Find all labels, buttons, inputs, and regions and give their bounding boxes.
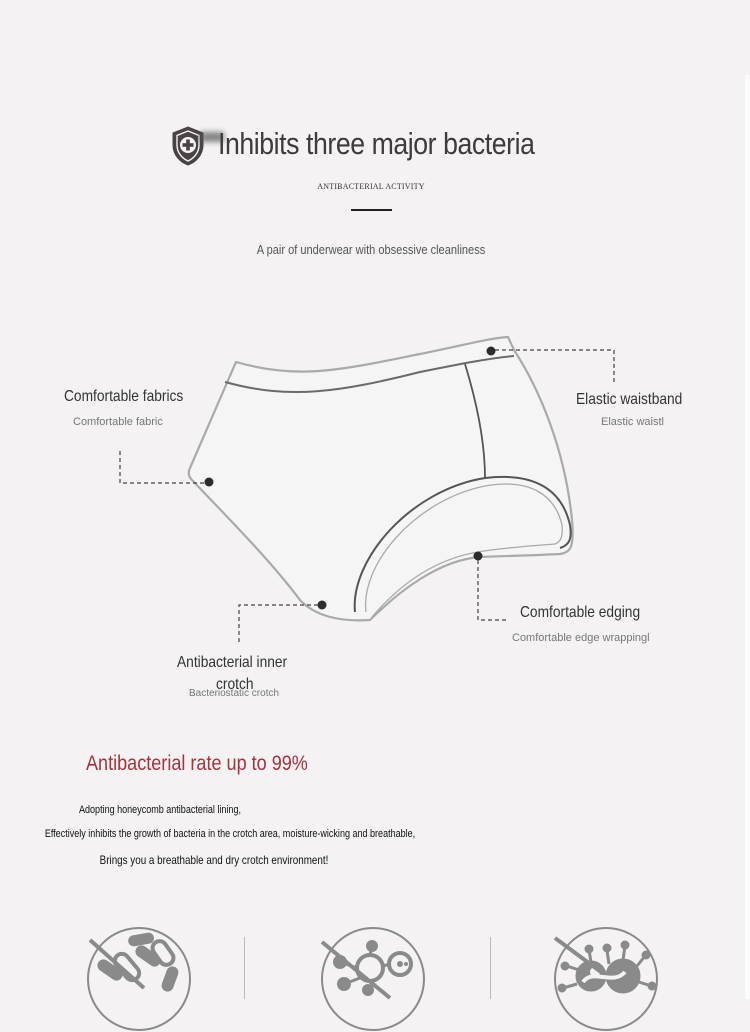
waistband-point <box>487 347 496 356</box>
callout-fabrics-title: Comfortable fabrics <box>64 388 184 405</box>
feature-line-1: Adopting honeycomb antibacterial lining, <box>79 804 241 816</box>
crotch-point <box>318 601 327 610</box>
feature-line-2: Effectively inhibits the growth of bacteria in the crotch area, moisture-wicking and breathable, <box>44 828 416 840</box>
callout-crotch-title-line2: crotch <box>216 676 254 693</box>
no-bacilli-icon <box>86 926 192 1032</box>
icon-separator <box>490 937 491 999</box>
no-virus-icon <box>553 926 659 1032</box>
tagline: A pair of underwear with obsessive cleanliness <box>256 242 486 257</box>
callout-edging-title: Comfortable edging <box>520 604 641 621</box>
fabric-point <box>205 478 214 487</box>
callout-edging-subtitle: Comfortable edge wrappingl <box>512 632 650 644</box>
no-cocci-icon <box>320 926 426 1032</box>
callout-fabrics-subtitle: Comfortable fabric <box>73 416 163 428</box>
callout-waistband-title: Elastic waistband <box>576 391 683 408</box>
callout-crotch-title-line1: Antibacterial inner <box>177 654 288 671</box>
callout-waistband-subtitle: Elastic waistl <box>601 416 664 428</box>
icon-separator <box>244 937 245 999</box>
callout-crotch-subtitle: Bacteriostatic crotch <box>189 688 280 699</box>
edging-leader-line <box>478 560 508 620</box>
page-title: Inhibits three major bacteria <box>218 126 535 161</box>
page-subtitle: ANTIBACTERIAL ACTIVITY <box>317 182 425 191</box>
crotch-leader-line <box>239 605 318 642</box>
feature-line-3: Brings you a breathable and dry crotch environment! <box>99 853 329 867</box>
feature-headline: Antibacterial rate up to 99% <box>86 752 308 775</box>
edging-point <box>474 552 483 561</box>
